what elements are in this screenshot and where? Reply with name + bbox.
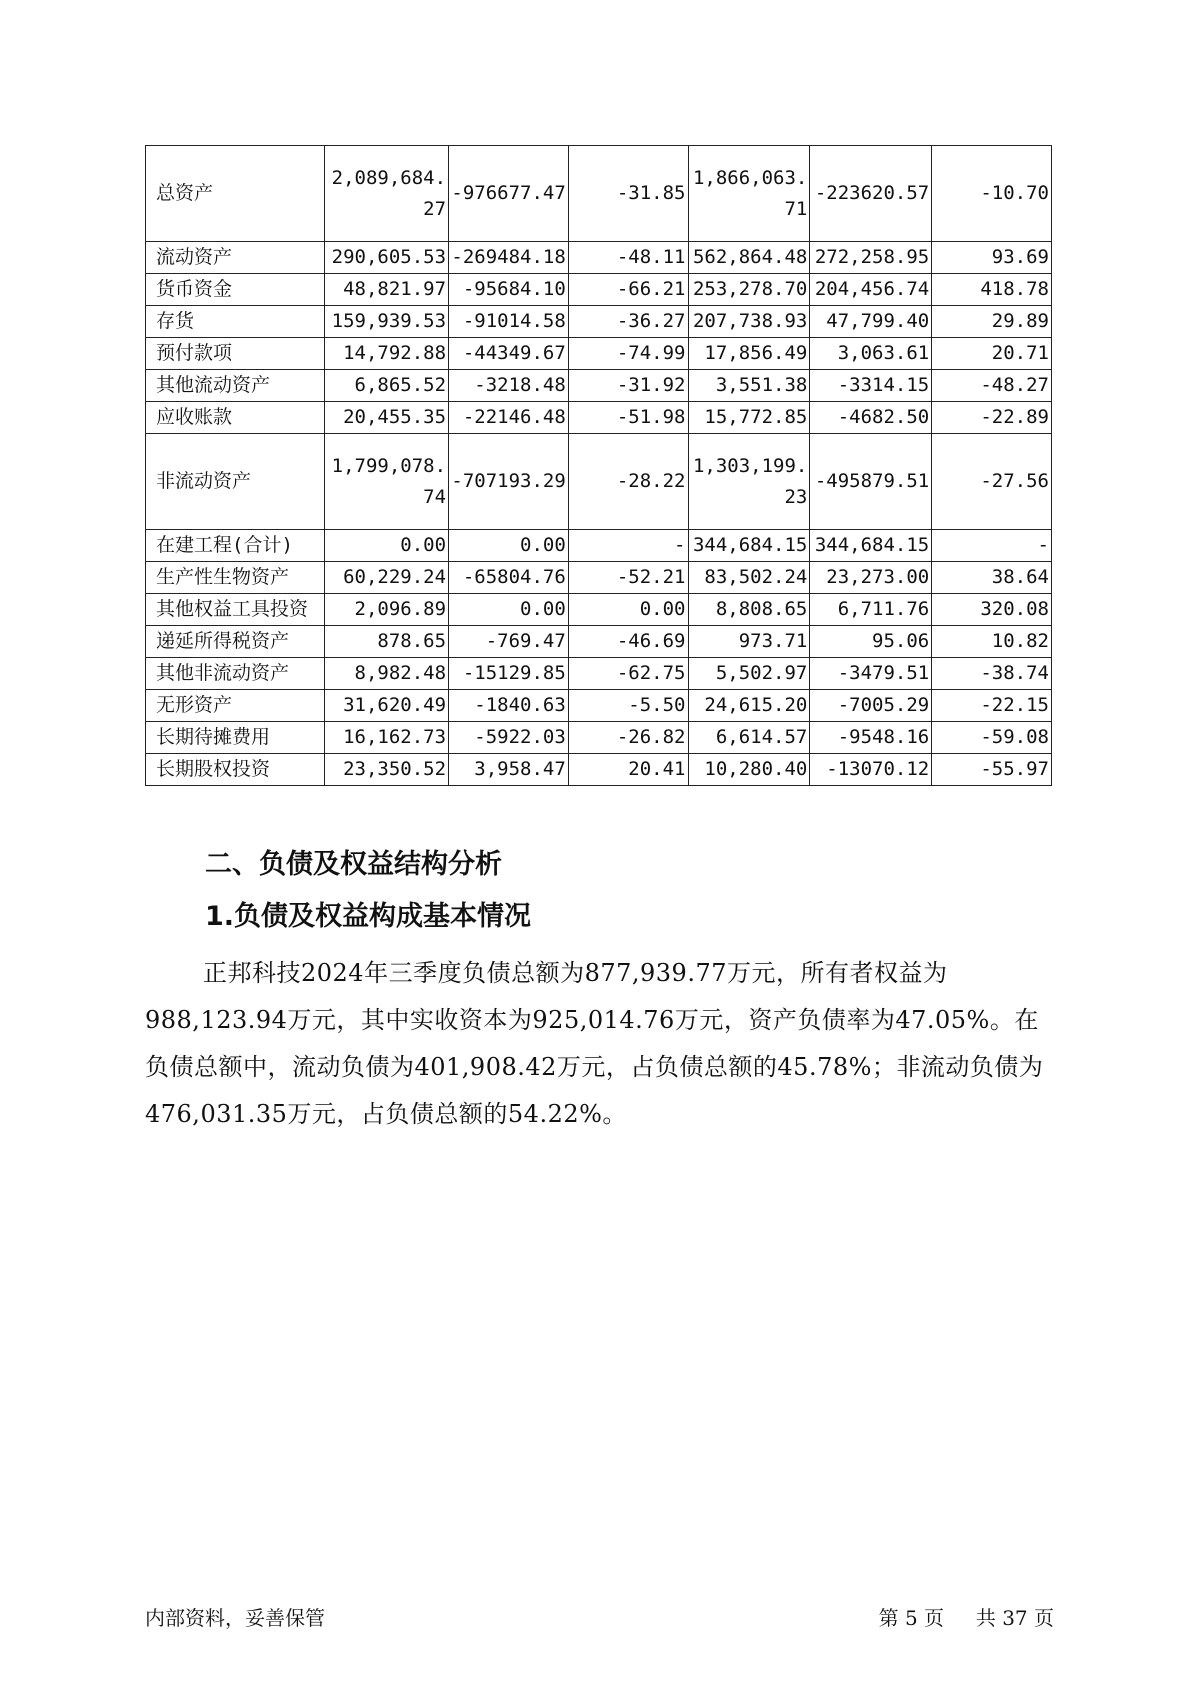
value-cell: 3,063.61 xyxy=(810,338,932,370)
value-cell: 1,866,063.71 xyxy=(688,146,810,242)
row-label: 长期待摊费用 xyxy=(146,722,325,754)
value-cell: -10.70 xyxy=(932,146,1052,242)
row-label: 在建工程(合计) xyxy=(146,530,325,562)
value-cell: -74.99 xyxy=(568,338,688,370)
value-cell: -1840.63 xyxy=(449,690,569,722)
table-row xyxy=(146,562,1052,594)
value-cell: 3,551.38 xyxy=(688,370,810,402)
value-cell: -95684.10 xyxy=(449,274,569,306)
value-cell: -269484.18 xyxy=(449,242,569,274)
value-cell: 8,982.48 xyxy=(325,658,449,690)
value-cell: -4682.50 xyxy=(810,402,932,434)
value-cell: 23,350.52 xyxy=(325,754,449,786)
value-cell: 0.00 xyxy=(568,594,688,626)
table-row xyxy=(146,594,1052,626)
value-cell: 6,614.57 xyxy=(688,722,810,754)
page-current: 5 xyxy=(904,1606,918,1630)
table-row xyxy=(146,690,1052,722)
value-cell: -5922.03 xyxy=(449,722,569,754)
value-cell: 16,162.73 xyxy=(325,722,449,754)
value-cell: -55.97 xyxy=(932,754,1052,786)
value-cell: 2,096.89 xyxy=(325,594,449,626)
row-label: 其他非流动资产 xyxy=(146,658,325,690)
value-cell: 290,605.53 xyxy=(325,242,449,274)
value-cell: 207,738.93 xyxy=(688,306,810,338)
value-cell: 3,958.47 xyxy=(449,754,569,786)
row-label: 存货 xyxy=(146,306,325,338)
table-row xyxy=(146,658,1052,690)
value-cell: 6,865.52 xyxy=(325,370,449,402)
value-cell: -36.27 xyxy=(568,306,688,338)
row-label: 总资产 xyxy=(146,146,325,242)
value-cell: -495879.51 xyxy=(810,434,932,530)
value-cell: 10.82 xyxy=(932,626,1052,658)
value-cell: 20.71 xyxy=(932,338,1052,370)
table-row xyxy=(146,274,1052,306)
analysis-paragraph: 正邦科技2024年三季度负债总额为877,939.77万元，所有者权益为988,123.94万元，其中实收资本为925,014.76万元，资产负债率为47.05%。在负债总额中，流动负债为401,908.42万元，占负债总额的45.78%；非流动负债为476,031.35万元，占负债总额的54.22%。 xyxy=(145,959,1044,1128)
value-cell: -707193.29 xyxy=(449,434,569,530)
row-label: 生产性生物资产 xyxy=(146,562,325,594)
value-cell: 320.08 xyxy=(932,594,1052,626)
row-label: 流动资产 xyxy=(146,242,325,274)
section-subheading: 1.负债及权益构成基本情况 xyxy=(205,901,532,932)
value-cell: -22146.48 xyxy=(449,402,569,434)
row-label: 递延所得税资产 xyxy=(146,626,325,658)
row-label: 应收账款 xyxy=(146,402,325,434)
row-label: 无形资产 xyxy=(146,690,325,722)
value-cell: 24,615.20 xyxy=(688,690,810,722)
value-cell: 344,684.15 xyxy=(688,530,810,562)
value-cell: 23,273.00 xyxy=(810,562,932,594)
value-cell: -7005.29 xyxy=(810,690,932,722)
value-cell: 15,772.85 xyxy=(688,402,810,434)
value-cell: 253,278.70 xyxy=(688,274,810,306)
value-cell: -66.21 xyxy=(568,274,688,306)
value-cell: 5,502.97 xyxy=(688,658,810,690)
value-cell: 204,456.74 xyxy=(810,274,932,306)
value-cell: 2,089,684.27 xyxy=(325,146,449,242)
value-cell: -59.08 xyxy=(932,722,1052,754)
value-cell: -26.82 xyxy=(568,722,688,754)
table-row xyxy=(146,530,1052,562)
value-cell: 418.78 xyxy=(932,274,1052,306)
value-cell: 0.00 xyxy=(325,530,449,562)
financial-table xyxy=(145,145,1052,786)
value-cell: -48.11 xyxy=(568,242,688,274)
value-cell: 6,711.76 xyxy=(810,594,932,626)
value-cell: 878.65 xyxy=(325,626,449,658)
value-cell: -91014.58 xyxy=(449,306,569,338)
value-cell: -223620.57 xyxy=(810,146,932,242)
value-cell: 17,856.49 xyxy=(688,338,810,370)
page-mid: 页 xyxy=(924,1606,945,1630)
value-cell: 0.00 xyxy=(449,530,569,562)
row-label: 其他流动资产 xyxy=(146,370,325,402)
value-cell: -22.89 xyxy=(932,402,1052,434)
value-cell: -51.98 xyxy=(568,402,688,434)
value-cell: -31.85 xyxy=(568,146,688,242)
value-cell: -15129.85 xyxy=(449,658,569,690)
value-cell: - xyxy=(568,530,688,562)
value-cell: -27.56 xyxy=(932,434,1052,530)
value-cell: -38.74 xyxy=(932,658,1052,690)
value-cell: -52.21 xyxy=(568,562,688,594)
page-prefix: 第 xyxy=(878,1606,899,1630)
value-cell: -46.69 xyxy=(568,626,688,658)
value-cell: 1,799,078.74 xyxy=(325,434,449,530)
value-cell: -5.50 xyxy=(568,690,688,722)
row-label: 长期股权投资 xyxy=(146,754,325,786)
value-cell: 20.41 xyxy=(568,754,688,786)
value-cell: -62.75 xyxy=(568,658,688,690)
value-cell: 20,455.35 xyxy=(325,402,449,434)
value-cell: -9548.16 xyxy=(810,722,932,754)
row-label: 货币资金 xyxy=(146,274,325,306)
value-cell: 14,792.88 xyxy=(325,338,449,370)
value-cell: 48,821.97 xyxy=(325,274,449,306)
page-total-prefix: 共 xyxy=(975,1606,996,1630)
row-label: 非流动资产 xyxy=(146,434,325,530)
value-cell: 562,864.48 xyxy=(688,242,810,274)
value-cell: -3218.48 xyxy=(449,370,569,402)
page-suffix: 页 xyxy=(1034,1606,1054,1630)
value-cell: -13070.12 xyxy=(810,754,932,786)
value-cell: 344,684.15 xyxy=(810,530,932,562)
table-row xyxy=(146,754,1052,786)
row-label: 其他权益工具投资 xyxy=(146,594,325,626)
table-row xyxy=(146,306,1052,338)
value-cell: 159,939.53 xyxy=(325,306,449,338)
value-cell: 10,280.40 xyxy=(688,754,810,786)
value-cell: 95.06 xyxy=(810,626,932,658)
value-cell: -3314.15 xyxy=(810,370,932,402)
table-row xyxy=(146,146,1052,242)
value-cell: 8,808.65 xyxy=(688,594,810,626)
value-cell: - xyxy=(932,530,1052,562)
value-cell: -31.92 xyxy=(568,370,688,402)
footer-confidential-note: 内部资料，妥善保管 xyxy=(145,1606,325,1630)
value-cell: -22.15 xyxy=(932,690,1052,722)
value-cell: -65804.76 xyxy=(449,562,569,594)
section-heading: 二、负债及权益结构分析 xyxy=(205,849,502,880)
table-row xyxy=(146,242,1052,274)
row-label: 预付款项 xyxy=(146,338,325,370)
table-row xyxy=(146,402,1052,434)
value-cell: 29.89 xyxy=(932,306,1052,338)
value-cell: -769.47 xyxy=(449,626,569,658)
value-cell: 93.69 xyxy=(932,242,1052,274)
value-cell: 973.71 xyxy=(688,626,810,658)
value-cell: 83,502.24 xyxy=(688,562,810,594)
page-total: 37 xyxy=(1002,1606,1028,1630)
table-row xyxy=(146,626,1052,658)
value-cell: 38.64 xyxy=(932,562,1052,594)
value-cell: 1,303,199.23 xyxy=(688,434,810,530)
value-cell: -44349.67 xyxy=(449,338,569,370)
value-cell: -48.27 xyxy=(932,370,1052,402)
table-row xyxy=(146,434,1052,530)
value-cell: 60,229.24 xyxy=(325,562,449,594)
value-cell: -976677.47 xyxy=(449,146,569,242)
value-cell: 31,620.49 xyxy=(325,690,449,722)
value-cell: -3479.51 xyxy=(810,658,932,690)
footer-page-number xyxy=(879,1602,1054,1631)
value-cell: 272,258.95 xyxy=(810,242,932,274)
table-row xyxy=(146,338,1052,370)
value-cell: 0.00 xyxy=(449,594,569,626)
value-cell: 47,799.40 xyxy=(810,306,932,338)
value-cell: -28.22 xyxy=(568,434,688,530)
table-body xyxy=(146,146,1052,786)
table-row xyxy=(146,370,1052,402)
table-row xyxy=(146,722,1052,754)
